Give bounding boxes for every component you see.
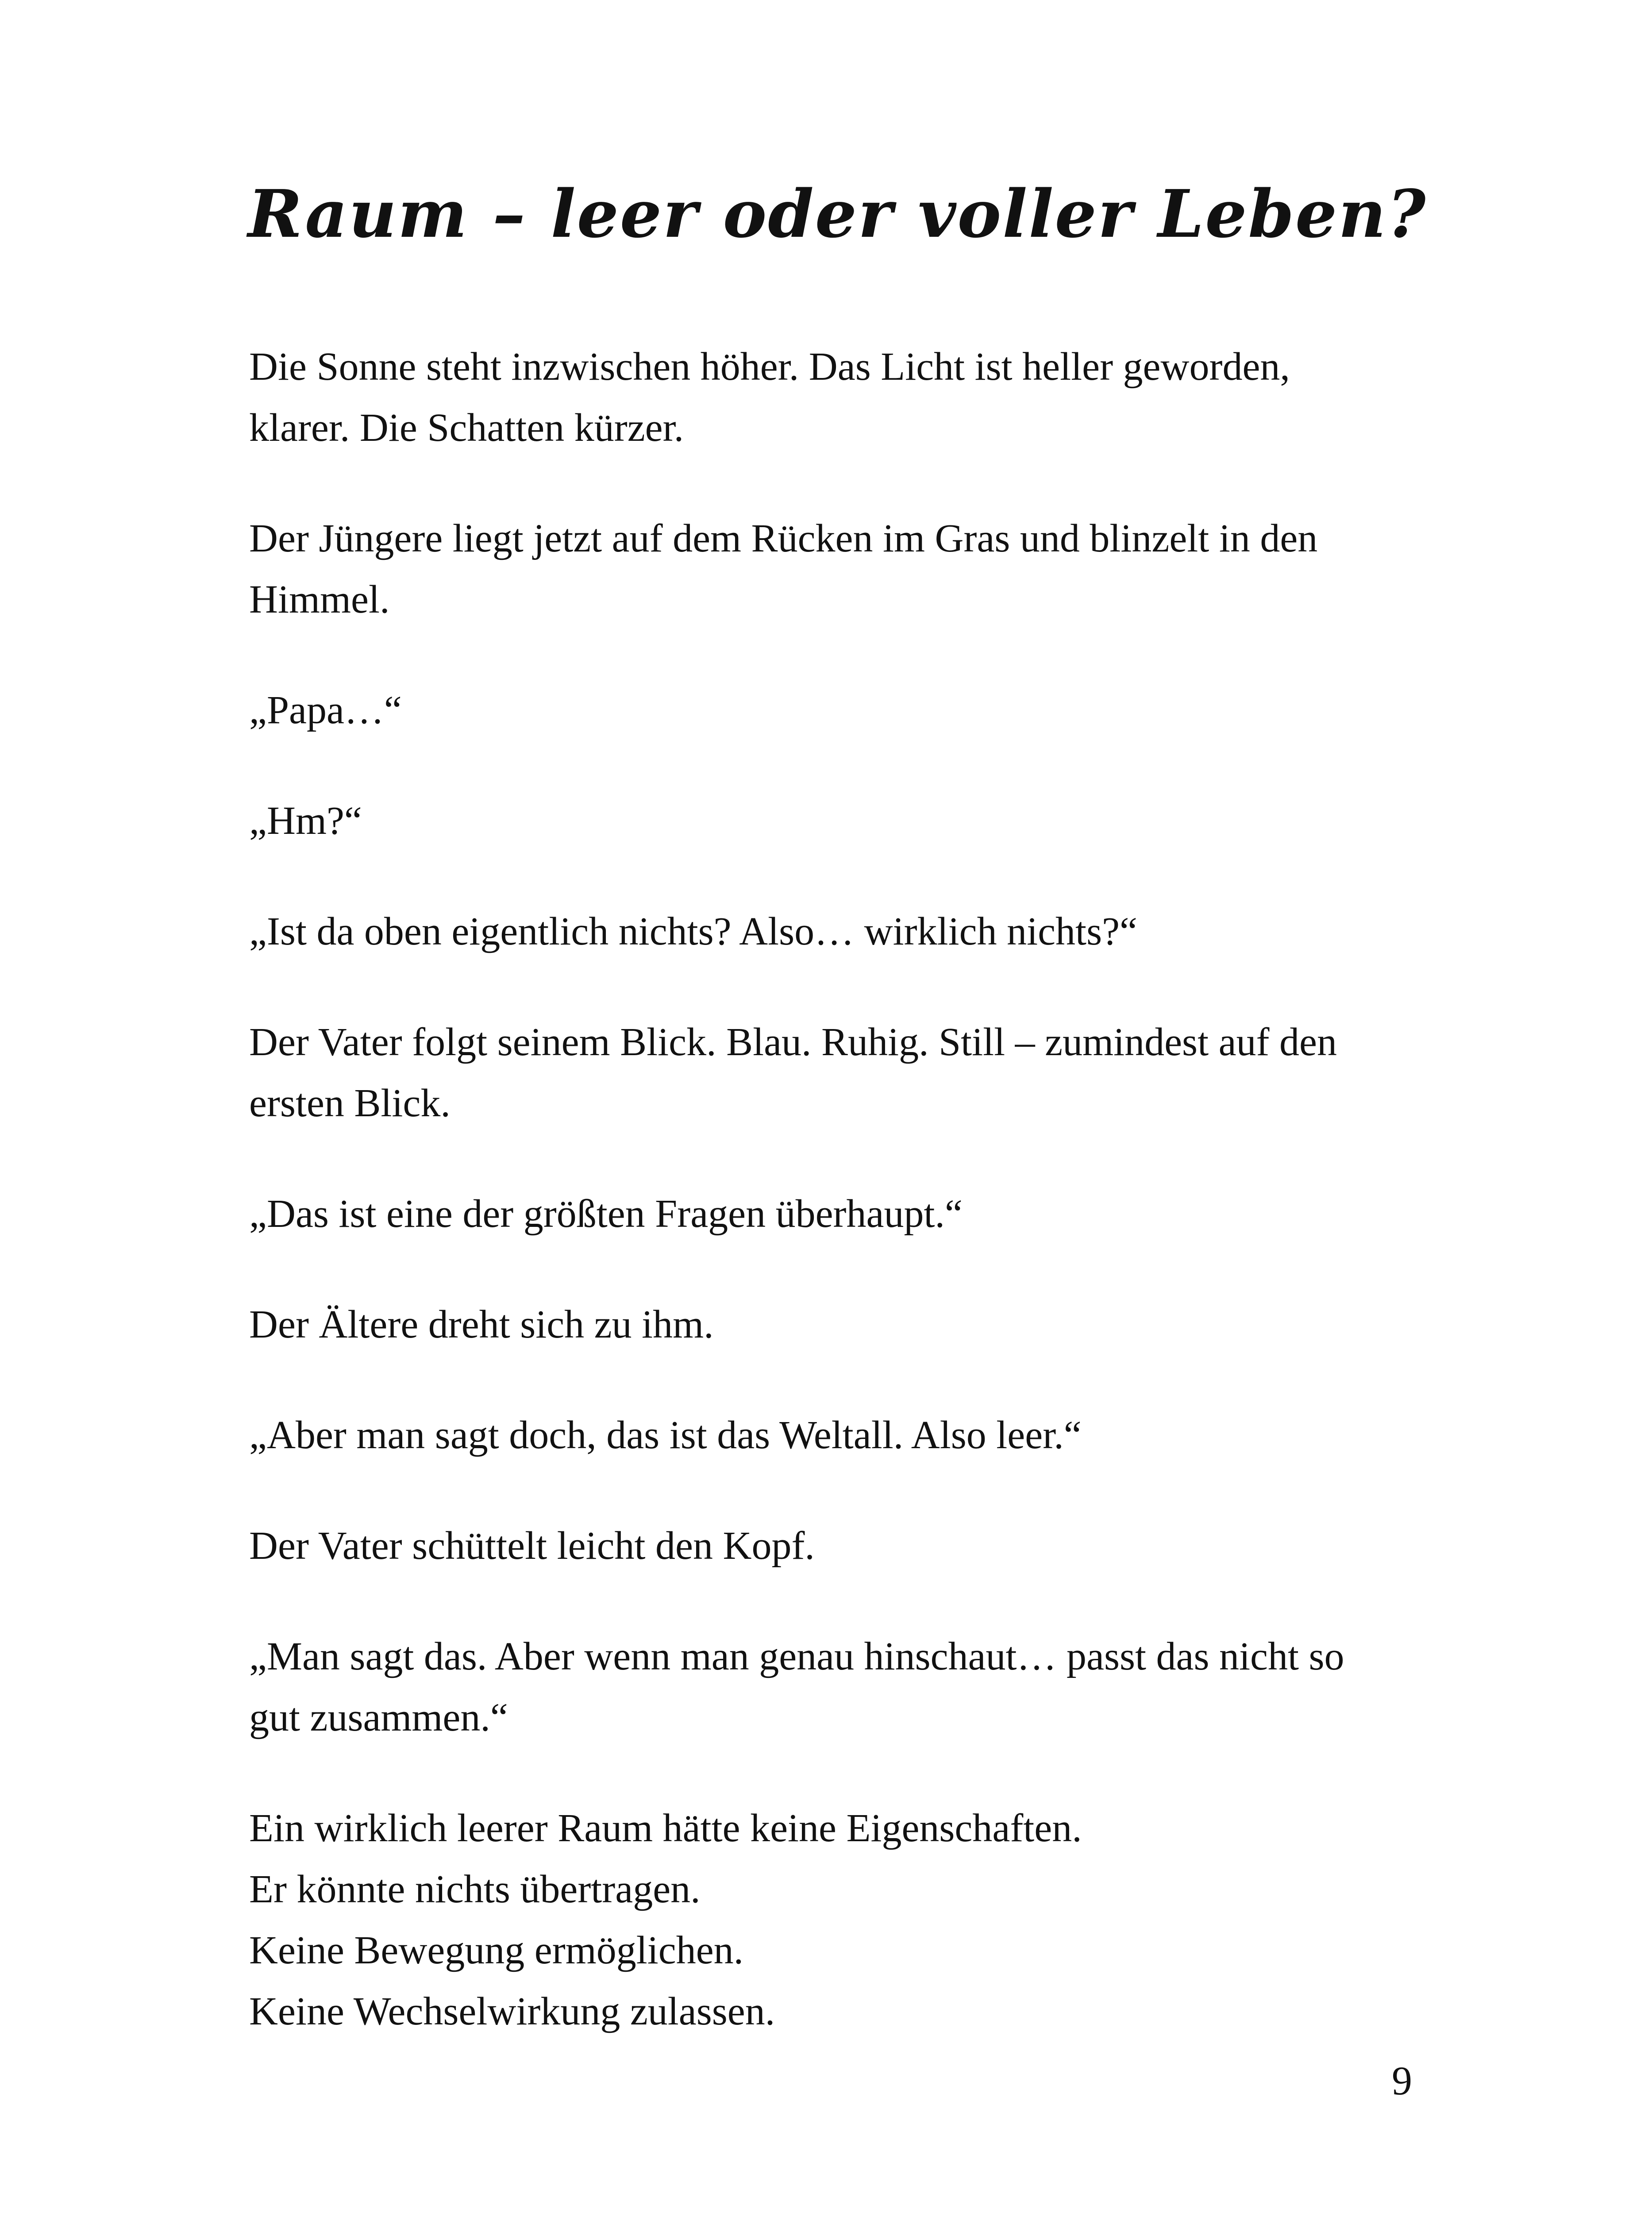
text-line: Der Ältere dreht sich zu ihm.	[249, 1303, 714, 1346]
text-line: gut zusammen.“	[249, 1696, 508, 1739]
text-line: Himmel.	[249, 578, 390, 621]
page-number: 9	[1392, 2058, 1412, 2103]
text-line: „Hm?“	[249, 799, 362, 843]
paragraph	[249, 508, 1453, 630]
text-line: „Das ist eine der größten Fragen überhaupt.“	[249, 1192, 963, 1236]
paragraph	[249, 1405, 1453, 1466]
text-line: Ein wirklich leerer Raum hätte keine Eigenschaften.	[249, 1806, 1082, 1850]
text-line: ersten Blick.	[249, 1081, 451, 1125]
text-line: Keine Bewegung ermöglichen.	[249, 1928, 744, 1972]
paragraph	[249, 790, 1453, 852]
text-line: Er könnte nichts übertragen.	[249, 1867, 701, 1911]
text-line: klarer. Die Schatten kürzer.	[249, 406, 684, 450]
paragraph	[249, 901, 1453, 962]
text-line: Der Vater schüttelt leicht den Kopf.	[249, 1524, 815, 1568]
chapter-title: Raum – leer oder voller Leben?	[248, 175, 1427, 252]
text-line: Der Jüngere liegt jetzt auf dem Rücken im Gras und blinzelt in den	[249, 517, 1318, 560]
paragraph	[249, 680, 1453, 741]
text-line: „Man sagt das. Aber wenn man genau hinschaut… passt das nicht so	[249, 1635, 1344, 1678]
text-line: Der Vater folgt seinem Blick. Blau. Ruhig. Still – zumindest auf den	[249, 1020, 1337, 1064]
paragraph	[249, 336, 1453, 459]
text-line: „Papa…“	[249, 688, 402, 732]
paragraph	[249, 1184, 1453, 1245]
text-line: Die Sonne steht inzwischen höher. Das Licht ist heller geworden,	[249, 345, 1290, 389]
paragraph	[249, 1798, 1453, 2042]
paragraph	[249, 1515, 1453, 1577]
paragraph	[249, 1626, 1453, 1748]
paragraph	[249, 1294, 1453, 1355]
text-line: „Ist da oben eigentlich nichts? Also… wirklich nichts?“	[249, 910, 1137, 953]
paragraph	[249, 1012, 1453, 1134]
body-text	[249, 336, 1453, 2042]
text-line: „Aber man sagt doch, das ist das Weltall. Also leer.“	[249, 1413, 1082, 1457]
text-line: Keine Wechselwirkung zulassen.	[249, 1989, 775, 2033]
